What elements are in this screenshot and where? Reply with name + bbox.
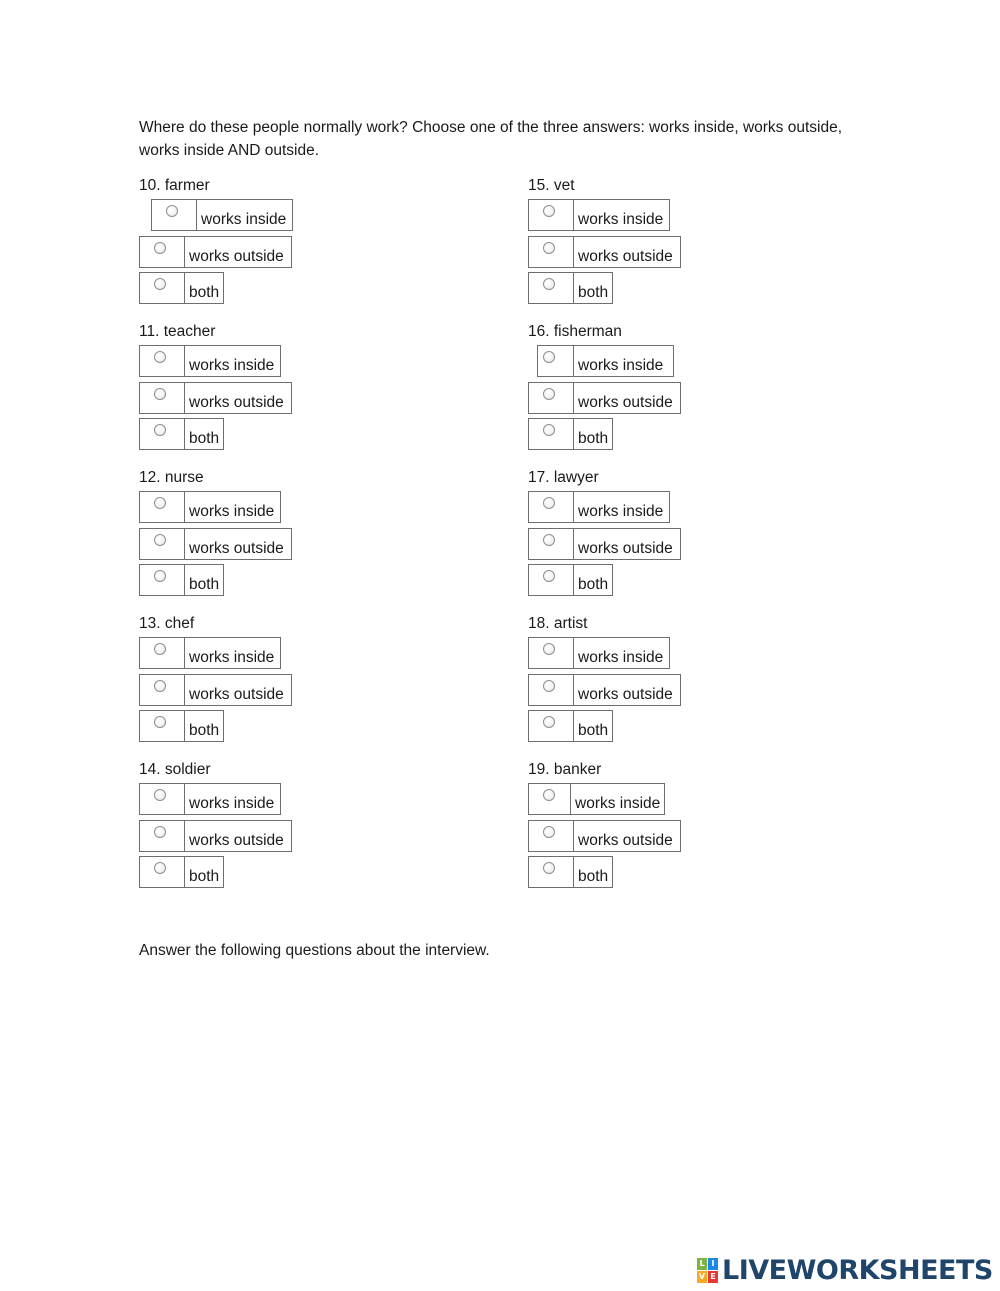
option-both[interactable]: both xyxy=(139,710,224,742)
option-works-inside[interactable]: works inside xyxy=(528,783,665,815)
option-works-outside[interactable]: works outside xyxy=(528,382,681,414)
question-14 xyxy=(139,760,469,906)
question-17 xyxy=(528,468,858,614)
logo-text: LIVEWORKSHEETS xyxy=(722,1255,993,1286)
radio-button-icon[interactable] xyxy=(543,716,555,728)
questions-column-left xyxy=(139,176,469,906)
option-works-outside[interactable]: works outside xyxy=(139,674,292,706)
option-works-outside[interactable]: works outside xyxy=(139,528,292,560)
logo-letter-e: E xyxy=(708,1271,718,1283)
radio-button-icon[interactable] xyxy=(154,716,166,728)
question-label: 14. soldier xyxy=(139,761,211,778)
radio-button-icon[interactable] xyxy=(543,424,555,436)
logo-letter-l: L xyxy=(697,1258,707,1270)
question-label: 12. nurse xyxy=(139,469,204,486)
liveworksheets-logo xyxy=(697,1256,993,1286)
radio-button-icon[interactable] xyxy=(543,388,555,400)
question-15 xyxy=(528,176,858,322)
option-works-outside[interactable]: works outside xyxy=(528,820,681,852)
question-16 xyxy=(528,322,858,468)
radio-button-icon[interactable] xyxy=(154,351,166,363)
radio-button-icon[interactable] xyxy=(154,278,166,290)
logo-letter-i: I xyxy=(708,1258,718,1270)
question-11 xyxy=(139,322,469,468)
logo-letter-v: V xyxy=(698,1272,706,1281)
question-label: 16. fisherman xyxy=(528,323,622,340)
radio-button-icon[interactable] xyxy=(543,570,555,582)
radio-button-icon[interactable] xyxy=(154,388,166,400)
radio-button-icon[interactable] xyxy=(543,643,555,655)
radio-button-icon[interactable] xyxy=(154,570,166,582)
radio-button-icon[interactable] xyxy=(154,680,166,692)
option-works-inside[interactable]: works inside xyxy=(139,345,281,377)
option-works-inside[interactable]: works inside xyxy=(139,637,281,669)
option-works-inside[interactable]: works inside xyxy=(528,637,670,669)
option-works-outside[interactable]: works outside xyxy=(139,236,292,268)
radio-button-icon[interactable] xyxy=(543,351,555,363)
radio-button-icon[interactable] xyxy=(166,205,178,217)
radio-button-icon[interactable] xyxy=(154,643,166,655)
questions-column-right xyxy=(528,176,858,906)
option-both[interactable]: both xyxy=(528,856,613,888)
radio-button-icon[interactable] xyxy=(154,862,166,874)
radio-button-icon[interactable] xyxy=(154,242,166,254)
option-works-inside[interactable]: works inside xyxy=(528,199,670,231)
logo-mark-icon xyxy=(697,1258,719,1284)
option-both[interactable]: both xyxy=(139,564,224,596)
question-18 xyxy=(528,614,858,760)
radio-button-icon[interactable] xyxy=(543,680,555,692)
radio-button-icon[interactable] xyxy=(543,862,555,874)
radio-button-icon[interactable] xyxy=(154,826,166,838)
option-works-outside[interactable]: works outside xyxy=(139,382,292,414)
option-both[interactable]: both xyxy=(528,272,613,304)
radio-button-icon[interactable] xyxy=(154,424,166,436)
option-works-outside[interactable]: works outside xyxy=(528,674,681,706)
question-13 xyxy=(139,614,469,760)
radio-button-icon[interactable] xyxy=(154,789,166,801)
radio-button-icon[interactable] xyxy=(543,205,555,217)
option-works-outside[interactable]: works outside xyxy=(139,820,292,852)
option-both[interactable]: both xyxy=(139,856,224,888)
question-label: 13. chef xyxy=(139,615,195,632)
radio-button-icon[interactable] xyxy=(154,534,166,546)
question-12 xyxy=(139,468,469,614)
question-label: 17. lawyer xyxy=(528,469,599,486)
option-both[interactable]: both xyxy=(139,272,224,304)
option-works-outside[interactable]: works outside xyxy=(528,236,681,268)
option-both[interactable]: both xyxy=(528,418,613,450)
instructions-text: Where do these people normally work? Choose one of the three answers: works inside, works outside, works inside AND outside. xyxy=(139,119,843,159)
option-works-inside[interactable]: works inside xyxy=(151,199,293,231)
option-both[interactable]: both xyxy=(528,710,613,742)
option-works-inside[interactable]: works inside xyxy=(139,783,281,815)
question-label: 10. farmer xyxy=(139,177,210,194)
radio-button-icon[interactable] xyxy=(543,278,555,290)
question-label: 11. teacher xyxy=(139,323,216,340)
option-both[interactable]: both xyxy=(528,564,613,596)
question-label: 15. vet xyxy=(528,177,575,194)
question-label: 19. banker xyxy=(528,761,602,778)
option-works-inside[interactable]: works inside xyxy=(537,345,674,377)
option-works-inside[interactable]: works inside xyxy=(139,491,281,523)
radio-button-icon[interactable] xyxy=(543,497,555,509)
question-10 xyxy=(139,176,469,322)
option-both[interactable]: both xyxy=(139,418,224,450)
option-works-outside[interactable]: works outside xyxy=(528,528,681,560)
radio-button-icon[interactable] xyxy=(543,826,555,838)
follow-up-instructions: Answer the following questions about the interview. xyxy=(139,942,490,959)
question-19 xyxy=(528,760,858,906)
radio-button-icon[interactable] xyxy=(543,534,555,546)
radio-button-icon[interactable] xyxy=(154,497,166,509)
radio-button-icon[interactable] xyxy=(543,789,555,801)
question-label: 18. artist xyxy=(528,615,588,632)
option-works-inside[interactable]: works inside xyxy=(528,491,670,523)
radio-button-icon[interactable] xyxy=(543,242,555,254)
